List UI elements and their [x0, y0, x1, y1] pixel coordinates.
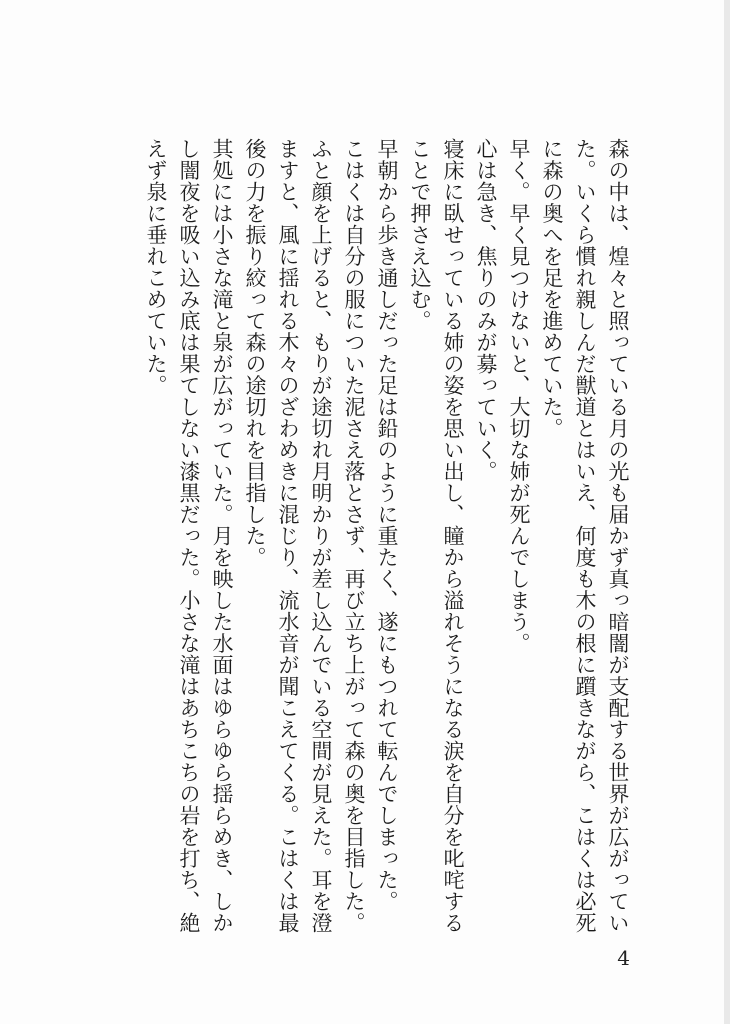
paragraph-4: 寝床に臥せっている姉の姿を思い出し、瞳から溢れそうになる涙を自分を叱咤することで押さえ込む。: [408, 138, 465, 934]
paragraph-1: 森の中は、煌々と照っている月の光も届かず真っ暗闇が支配する世界が広がっていた。いくら慣れ親しんだ獣道とはいえ、何度も木の根に躓きながら、こはくは必死に森の奥へを足を進めていた。: [540, 138, 630, 934]
paragraph-5: 早朝から歩き通しだった足は鉛のように重たく、遂にもつれて転んでしまった。: [375, 138, 399, 912]
page-edge: [724, 0, 730, 1024]
paragraph-2: 早く。早く見つけないと、大切な姉が死んでしまう。: [507, 138, 531, 654]
paragraph-3: 心は急き、焦りのみが募っていく。: [474, 138, 498, 482]
paragraph-7: ふと顔を上げると、もりが途切れ月明かりが差し込んでいる空間が見えた。耳を澄ますと、風に揺れる木々のざわめきに混じり、流水音が聞こえてくる。こはくは最後の力を振り絞って森の途切れを目指した。: [243, 138, 333, 934]
paragraph-6: こはくは自分の服についた泥さえ落とさず、再び立ち上がって森の奥を目指した。: [342, 138, 366, 934]
body-text: [139, 138, 634, 938]
page-number: 4: [617, 946, 630, 970]
paragraph-8: 其処には小さな滝と泉が広がっていた。月を映した水面はゆらゆら揺らめき、しかし闇夜を吸い込み底は果てしない漆黒だった。小さな滝はあちこちの岩を打ち、絶えず泉に垂れこめていた。: [144, 138, 234, 934]
